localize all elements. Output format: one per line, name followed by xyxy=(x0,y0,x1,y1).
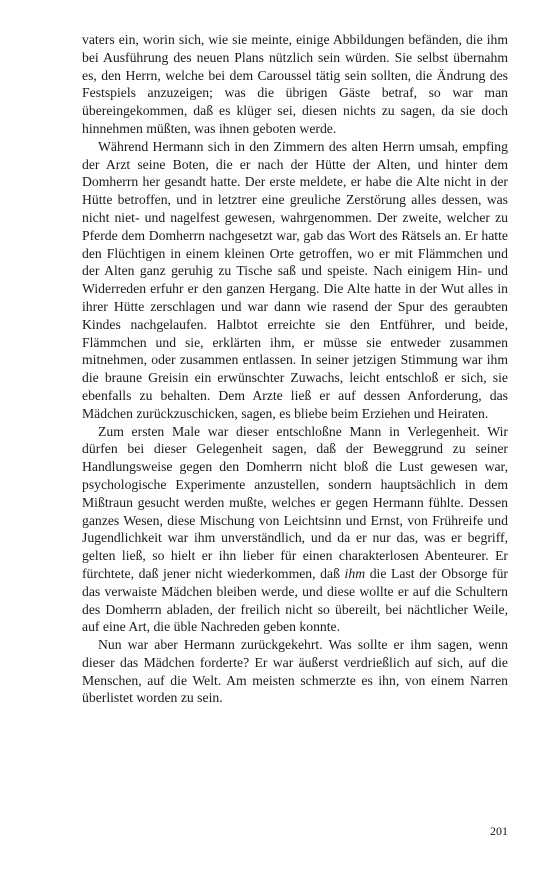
paragraph-3-part-1: Zum ersten Male war dieser entschloßne Mann in Verlegenheit. Wir dürfen bei dieser Gelegenheit sagen, daß der Beweggrund zu seiner Handlungsweise gegen den Domherrn nicht bloß die Lust gewesen war, psychologische Experimente anzustellen, sondern hauptsächlich in dem Mißtraun gesucht werden mußte, welches er gegen Hermann fühlte. Dessen ganzes Wesen, diese Mischung von Leichtsinn und Ernst, von Frühreife und Jugendlichkeit war ihm unverständlich, und da er nur das, was er begriff, gelten ließ, so hielt er ihn lieber für einen charakterlosen Abenteurer. Er fürchtete, daß jener nicht wiederkommen, daß xyxy=(82,423,508,581)
paragraph-1: vaters ein, worin sich, wie sie meinte, einige Abbildungen befänden, die ihm bei Ausführung des neuen Plans nützlich sein würden. Sie selbst übernahm es, den Herrn, welche bei dem Caroussel tätig sein sollten, die Ändrung des Festspiels anzuzeigen; was die übrigen Gäste betraf, so war man übereingekommen, daß es klüger sei, diesen nichts zu sagen, da sie doch hinnehmen müßten, was ihnen geboten werde. xyxy=(82,32,508,136)
paragraph-4: Nun war aber Hermann zurückgekehrt. Was sollte er ihm sagen, wenn dieser das Mädchen forderte? Er war äußerst verdrießlich auf sich, auf die Menschen, auf die Welt. Am meisten schmerzte es ihn, von einem Narren überlistet worden zu sein. xyxy=(82,637,508,706)
page-number: 201 xyxy=(490,824,508,838)
paragraph-3 xyxy=(82,423,508,637)
emphasized-word: ihm xyxy=(344,565,366,581)
paragraph-3-part-2: die Last der Obsorge für das verwaiste Mädchen bleiben werde, und diese wollte er auf die Schultern des Domherrn abladen, der freilich nicht so übereilt, bei nächtlicher Weile, auf eine Art, die üble Nachreden geben konnte. xyxy=(82,565,508,635)
body-text xyxy=(82,31,508,707)
paragraph-2: Während Hermann sich in den Zimmern des alten Herrn umsah, empfing der Arzt seine Boten, die er nach der Hütte der Alten, und hinter dem Domherrn her gesandt hatte. Der erste meldete, er habe die Alte nicht in der Hütte betroffen, und in letztrer eine greuliche Zerstörung alles dessen, was nicht niet- und nagelfest gewesen, wahrgenommen. Der zweite, welcher zu Pferde dem Domherrn nachgesetzt war, gab das Wort des Rätsels an. Er hatte den Flüchtigen in einem kleinen Orte getroffen, wo er mit Flämmchen und der Alten ganz geruhig zu Tische saß und speiste. Nach einigem Hin- und Widerreden erfuhr er den ganzen Hergang. Die Alte hatte in der Wut alles in ihrer Hütte zerschlagen und war dann wie rasend der Spur des geraubten Kindes nachgelaufen. Halbtot erreichte sie den Entführer, und beide, Flämmchen und sie, erklärten ihm, er müsse sie entweder zusammen mitnehmen, oder zusammen entlassen. In seiner jetzigen Stimmung war ihm die braune Greisin ein erwünschter Zuwachs, leicht entschloß er sich, sie ebenfalls zu behalten. Dem Arzte ließ er auf dessen Anforderung, das Mädchen zurückzuschicken, sagen, es bliebe beim Erziehen und Heiraten. xyxy=(82,138,508,421)
